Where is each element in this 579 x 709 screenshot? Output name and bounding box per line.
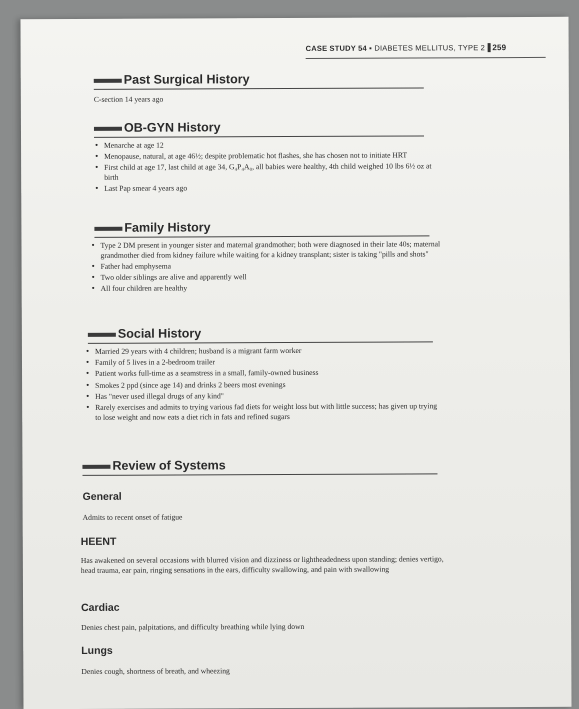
list-item: • Menarche at age 12 [95,139,440,150]
list-item: • Type 2 DM present in younger sister and maternal grandmother; both were diagnosed in their late 40s; maternal grandmother died from kidney failure while waiting for a kidney transplant; sister is taking "pills and shots" [91,239,441,260]
ros-heading [82,457,437,476]
obgyn-heading [94,119,424,137]
social-heading [88,325,433,344]
heading-bar [94,78,122,82]
ros-cardiac-text: Denies chest pain, palpitations, and difficulty breathing while lying down [81,621,305,632]
past-surgical-title: Past Surgical History [123,72,250,87]
family-heading [94,219,429,237]
obgyn-title: OB-GYN History [123,120,221,135]
ros-title: Review of Systems [112,458,226,473]
ros-general-title: General [82,490,122,503]
heading-bar [82,465,110,469]
ros-heent-title: HEENT [80,535,117,548]
social-title: Social History [117,326,202,341]
family-list [91,239,441,295]
running-head [306,43,546,59]
heading-bar [88,332,116,336]
past-surgical-text: C-section 14 years ago [93,94,164,104]
ros-lungs-title: Lungs [81,644,113,657]
list-item: • All four children are healthy [92,283,442,294]
list-item: • Patient works full-time as a seamstress in a small, family-owned business [86,368,438,379]
list-item: • Smokes 2 ppd (since age 14) and drinks 2 beers most evenings [86,379,438,390]
social-list [86,345,438,423]
past-surgical-heading [94,71,424,89]
ros-general-text: Admits to recent onset of fatigue [82,512,183,522]
list-item: • Married 29 years with 4 children; husband is a migrant farm worker [86,345,438,356]
list-item: • Father had emphysema [92,260,442,271]
topic: DIABETES MELLITUS, TYPE 2 [374,43,486,53]
ros-cardiac-title: Cardiac [81,601,120,614]
case-label: CASE STUDY 54 [305,43,367,53]
ros-heent-text: Has awakened on several occasions with blurred vision and dizziness or lightheadedness upon standing; denies vertigo, head trauma, ear pain, ringing sensations in the ears, difficulty swallowing, and pain with swallowing [80,554,444,575]
list-item: • Has "never used illegal drugs of any kind" [86,390,438,401]
list-item: • Menopause, natural, at age 46½; despite problematic hot flashes, she has chosen not to initiate HRT [95,151,440,162]
heading-bar [94,126,122,130]
ros-lungs-text: Denies cough, shortness of breath, and wheezing [81,666,230,676]
family-title: Family History [124,220,211,235]
heading-bar [94,226,122,230]
separator: ▪ [369,43,373,53]
list-item: • Rarely exercises and admits to trying various fad diets for weight loss but with little success; has given up trying to lose weight and now eats a diet rich in fats and refined sugars [86,401,438,422]
document-page [20,17,571,709]
obgyn-list [95,139,440,195]
list-item: • Last Pap smear 4 years ago [95,183,440,194]
list-item: • First child at age 17, last child at age 34, G₄P₄A₀, all babies were healthy, 4th child weighed 10 lbs 6½ oz at birth [95,162,440,183]
list-item: • Family of 5 lives in a 2-bedroom trailer [86,357,438,368]
page-number: 259 [487,43,506,52]
list-item: • Two older siblings are alive and apparently well [92,271,442,282]
